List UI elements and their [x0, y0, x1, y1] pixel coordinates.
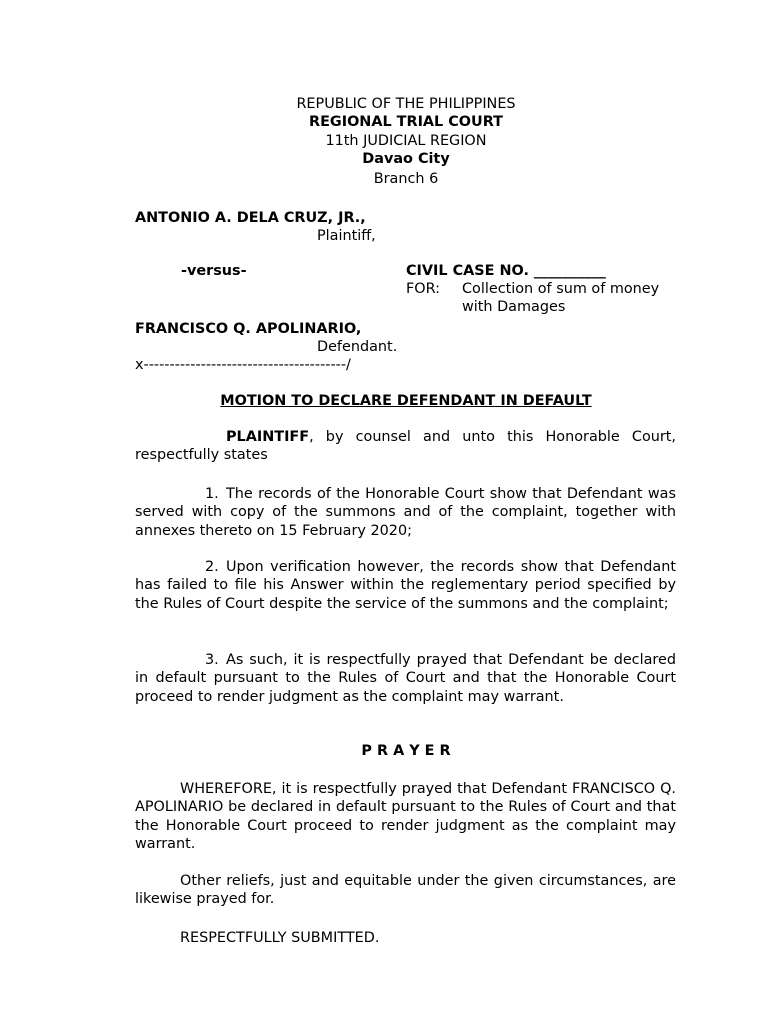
prayer-heading: P R A Y E R — [361, 743, 451, 759]
paragraph-3-number: 3. — [205, 652, 219, 668]
for-label: FOR: — [406, 281, 441, 297]
paragraph-1-number: 1. — [205, 486, 219, 502]
intro-text: , by counsel and unto this Honorable Court, respectfully states — [135, 429, 676, 464]
motion-title: MOTION TO DECLARE DEFENDANT IN DEFAULT — [220, 393, 592, 409]
paragraph-1-text: The records of the Honorable Court show that Defendant was served with copy of the summons and of the complaint, together with annexes thereto on 15 February 2020; — [135, 486, 676, 539]
versus-label: -versus- — [181, 263, 247, 279]
plaintiff-label: Plaintiff, — [317, 228, 376, 244]
plaintiff-name: ANTONIO A. DELA CRUZ, JR., — [135, 210, 366, 226]
civil-case-number: CIVIL CASE NO. __________ — [406, 263, 606, 279]
paragraph-3-text: As such, it is respectfully prayed that Defendant be declared in default pursuant to the Rules of Court and that the Honorable Court proceed to render judgment as the complaint may warrant. — [135, 652, 676, 705]
case-nature-line2: with Damages — [462, 299, 566, 315]
header-court: REGIONAL TRIAL COURT — [309, 114, 503, 130]
defendant-label: Defendant. — [317, 339, 398, 355]
caption-separator: x---------------------------------------/ — [135, 357, 351, 373]
intro-paragraph — [135, 428, 676, 465]
paragraph-1 — [135, 485, 676, 540]
case-nature-line1: Collection of sum of money — [462, 281, 660, 297]
defendant-name: FRANCISCO Q. APOLINARIO, — [135, 321, 362, 337]
paragraph-2-number: 2. — [205, 559, 219, 575]
paragraph-3 — [135, 651, 676, 706]
paragraph-2-text: Upon verification however, the records show that Defendant has failed to file his Answer within the reglementary period specified by the Rules of Court despite the service of the summons and the complaint; — [135, 559, 676, 612]
closing-statement: RESPECTFULLY SUBMITTED. — [180, 930, 380, 946]
paragraph-2 — [135, 558, 676, 613]
intro-plaintiff: PLAINTIFF — [226, 429, 310, 445]
header-branch: Branch 6 — [373, 171, 439, 187]
header-city: Davao City — [362, 151, 450, 167]
header-region: 11th JUDICIAL REGION — [325, 133, 487, 149]
other-reliefs-paragraph: Other reliefs, just and equitable under the given circumstances, are likewise prayed for. — [135, 873, 676, 908]
header-republic: REPUBLIC OF THE PHILIPPINES — [296, 96, 516, 112]
prayer-paragraph: WHEREFORE, it is respectfully prayed that Defendant FRANCISCO Q. APOLINARIO be declared in default pursuant to the Rules of Court and that the Honorable Court proceed to render judgment as the complaint may warrant. — [135, 781, 676, 853]
